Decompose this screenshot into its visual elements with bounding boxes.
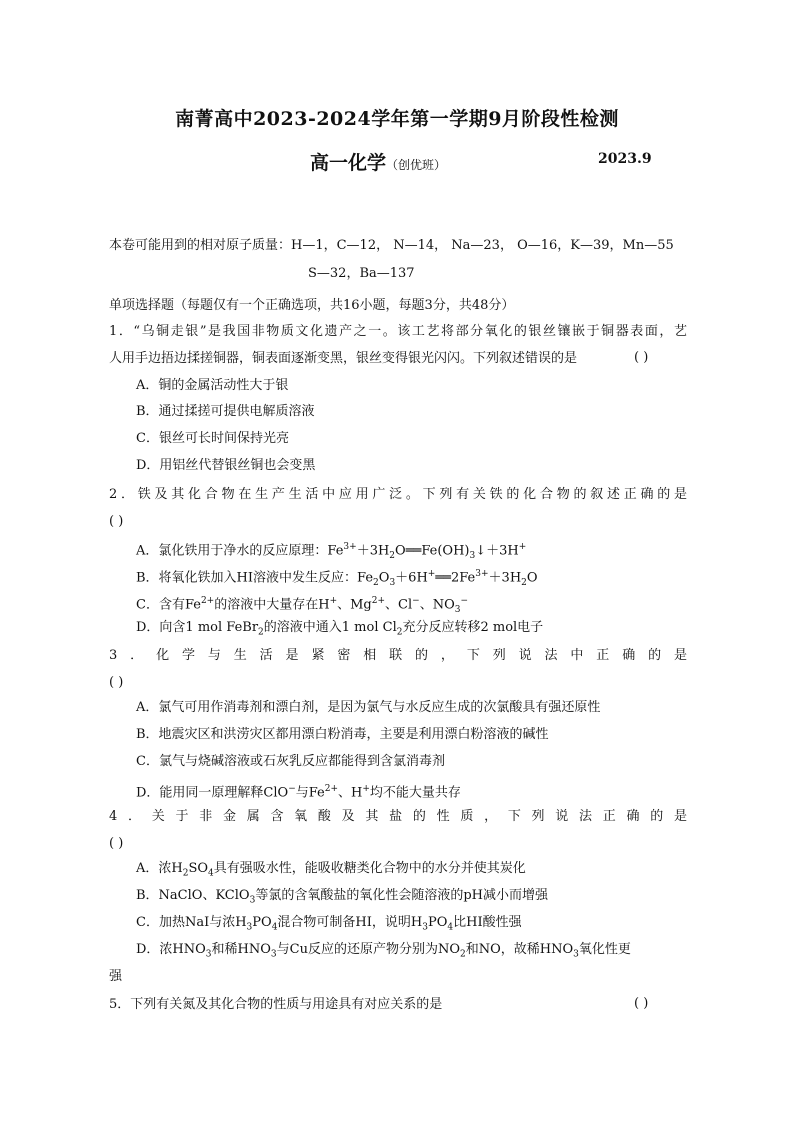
- q2-stem: 2．铁及其化合物在生产生活中应用广泛。下列有关铁的化合物的叙述正确的是: [109, 487, 687, 502]
- q1-stem-line-1: 1．“乌铜走银”是我国非物质文化遗产之一。该工艺将部分氧化的银丝镶嵌于铜器表面，艺: [109, 324, 687, 339]
- q2-option-c: C．含有$Fe^{2+}$的溶液中大量存在H+、$Mg^{2+}$、Cl−、$NO_3^-$: [136, 596, 469, 615]
- q3-option-a: A．氯气可用作消毒剂和漂白剂，是因为氯气与水反应生成的次氯酸具有强还原性: [136, 700, 601, 715]
- q5-stem: 5．下列有关氮及其化合物的性质与用途具有对应关系的是: [109, 997, 443, 1012]
- q2-option-a: A．氯化铁用于净水的反应原理：$Fe^{3+}+3H_2O══Fe(OH)_3↓+3H^+$: [136, 542, 527, 561]
- subject-name: 高一化学: [310, 152, 387, 174]
- q4-answer-blank: ( ): [109, 836, 124, 851]
- q4-option-d: D．浓$HNO_3$和稀$HNO_3$与Cu反应的还原产物分别为$NO_2$和NO，故稀$HNO_3$氧化性更: [136, 942, 631, 960]
- q5-answer-blank: ( ): [634, 996, 649, 1011]
- q1-option-d: D．用铝丝代替银丝铜也会变黑: [136, 458, 316, 473]
- q2-option-b: B．将氧化铁加入HI溶液中发生反应：$Fe_2O_3+6H^+══2Fe^{3+}+3H_2O$: [136, 569, 538, 588]
- atomic-mass-line-2: S—32，Ba—137: [308, 266, 415, 281]
- q4-option-a: A．浓$H_2SO_4$具有强吸水性，能吸收糖类化合物中的水分并使其炭化: [136, 861, 526, 879]
- q4-option-d-continued: 强: [109, 969, 123, 984]
- q2-answer-blank: ( ): [109, 514, 124, 529]
- q1-option-a: A．铜的金属活动性大于银: [136, 378, 289, 393]
- exam-title: 南菁高中2023-2024学年第一学期9月阶段性检测: [175, 108, 619, 130]
- q3-answer-blank: ( ): [109, 675, 124, 690]
- q1-stem-line-2: 人用手边捂边揉搓铜器，铜表面逐渐变黑，银丝变得银光闪闪。下列叙述错误的是: [109, 351, 578, 366]
- q1-option-b: B．通过揉搓可提供电解质溶液: [136, 404, 315, 419]
- q3-stem: 3．化学与生活是紧密相联的，下列说法中正确的是: [109, 648, 687, 663]
- q4-stem: 4．关于非金属含氧酸及其盐的性质，下列说法正确的是: [109, 809, 687, 824]
- exam-subject: [310, 148, 446, 175]
- q4-option-b: B．NaClO、KClO$_3$等氯的含氧酸盐的氧化性会随溶液的pH减小而增强: [136, 888, 548, 906]
- q2-option-d: D．向含1 mol FeBr$_2$的溶液中通入1 mol $Cl_2$充分反应转移2 mol电子: [136, 620, 544, 638]
- exam-date: 2023.9: [598, 151, 652, 167]
- q1-option-c: C．银丝可长时间保持光亮: [136, 431, 289, 446]
- atomic-mass-line-1: 本卷可能用到的相对原子质量：H—1，C—12， N—14， Na—23， O—16，K—39，Mn—55: [109, 238, 674, 253]
- q4-option-c: C．加热NaI与浓$H_3PO_4$混合物可制备HI，说明$H_3PO_4$比HI酸性强: [136, 915, 522, 933]
- section-heading: 单项选择题（每题仅有一个正确选项，共16小题，每题3分，共48分）: [109, 298, 515, 313]
- q1-answer-blank: ( ): [634, 350, 649, 365]
- class-note: （创优班）: [386, 158, 447, 172]
- q3-option-b: B．地震灾区和洪涝灾区都用漂白粉消毒，主要是利用漂白粉溶液的碱性: [136, 727, 549, 742]
- q3-option-d: D．能用同一原理解释ClO−与$Fe^{2+}$、H+均不能大量共存: [136, 784, 461, 801]
- q3-option-c: C．氯气与烧碱溶液或石灰乳反应都能得到含氯消毒剂: [136, 754, 445, 769]
